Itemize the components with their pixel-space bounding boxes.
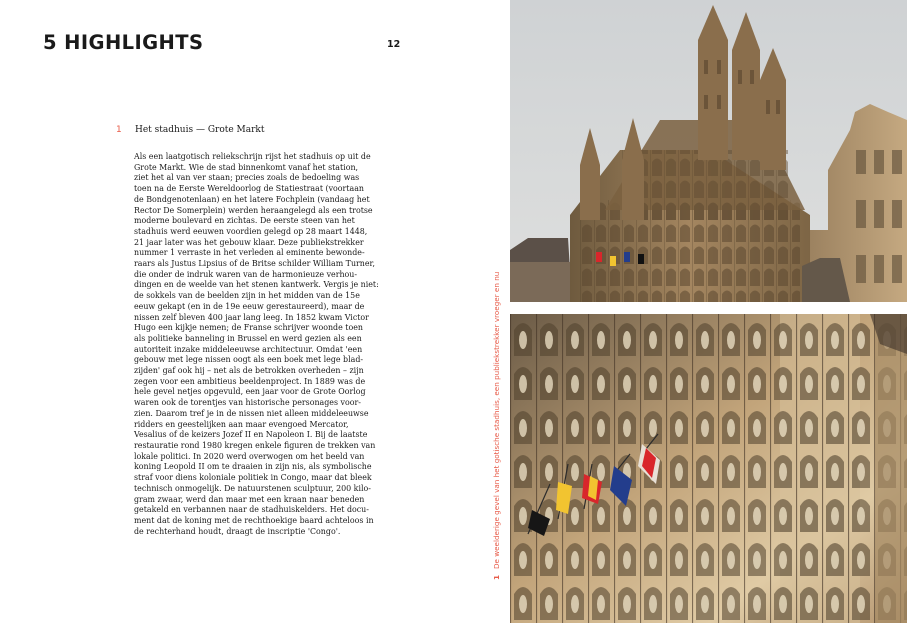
- body-line: zien. Daarom tref je in de nissen niet alleen middeleeuwse: [134, 408, 369, 418]
- body-line: ment dat de koning met de rechthoekige baard achteloos in: [134, 515, 374, 525]
- body-line: dingen en de weelde van het stenen kantwerk. Vergis je niet:: [134, 280, 379, 290]
- body-line: autoriteit inzake middeleeuwse architectuur. Omdat 'een: [134, 344, 363, 354]
- body-line: Hugo een kijkje nemen; de Franse schrijver woonde toen: [134, 323, 363, 333]
- body-line: ridders en geestelijken aan maar evengoed Mercator,: [134, 419, 349, 429]
- body-line: die onder de indruk waren van de harmonieuze verhou-: [134, 269, 358, 279]
- body-line: zegen voor een ambitieus beeldenproject. In 1889 was de: [134, 376, 366, 386]
- body-line: 21 jaar later was het gebouw klaar. Deze publiekstrekker: [134, 237, 364, 247]
- body-line: nummer 1 verraste in het verleden al eminente bewonde-: [134, 248, 365, 258]
- body-line: nissen zelf bleven 400 jaar lang leeg. In 1852 kwam Victor: [134, 312, 369, 322]
- body-line: Vesalius of de keizers Jozef II en Napoleon I. Bij de laatste: [134, 430, 368, 440]
- body-line: lokale politici. In 2020 werd overwogen om het beeld van: [134, 451, 365, 461]
- highlight-title: Het stadhuis — Grote Markt: [135, 125, 265, 135]
- body-line: de Bondgenotenlaan) en het latere Fochplein (vandaag het: [134, 194, 370, 204]
- body-line: raars als Justus Lipsius of de Britse schilder William Turner,: [134, 259, 375, 269]
- body-line: gebouw met lege nissen oogt als een boek met lege blad-: [134, 355, 364, 365]
- body-line: waren ook de torentjes van historische personages voor-: [134, 398, 361, 408]
- body-line: technisch onmogelijk. De natuurstenen sculptuur, 200 kilo-: [134, 483, 371, 493]
- body-line: koning Leopold II om te draaien in zijn nis, als symbolische: [134, 462, 372, 472]
- body-line: Grote Markt. Wie de stad binnenkomt vanaf het station,: [134, 162, 359, 172]
- body-line: toen na de Eerste Wereldoorlog de Statiestraat (voortaan: [134, 184, 364, 194]
- town-hall-photo: [510, 0, 907, 302]
- body-line: getakeld en verbannen naar de stadhuiskelders. Het docu-: [134, 505, 369, 515]
- body-line: stadhuis werd eeuwen voordien gelegd op 28 maart 1448,: [134, 226, 368, 236]
- body-line: zijden' gaf ook hij – net als de betrokken overheden – zijn: [134, 366, 364, 376]
- body-line: Als een laatgotisch reliekschrijn rijst het stadhuis op uit de: [134, 152, 371, 161]
- body-line: Rector De Somerplein) werden heraangelegd als een trotse: [134, 205, 373, 215]
- body-line: gram zwaar, werd dan maar met een kraan naar beneden: [134, 494, 365, 504]
- body-line: de rechterhand houdt, draagt de inscriptie 'Congo'.: [134, 526, 341, 536]
- chapter-title: 5 HIGHLIGHTS: [43, 31, 204, 54]
- body-line: hele gevel netjes opgevuld, een jaar voor de Grote Oorlog: [134, 387, 366, 397]
- body-text: [134, 152, 400, 537]
- body-line: ziet het al van ver staan; precies zoals de bedoeling was: [134, 173, 360, 183]
- body-line: eeuw gekapt (en in de 19e eeuw gerestaureerd), maar de: [134, 301, 365, 311]
- body-line: straf voor diens koloniale politiek in Congo, maar dat bleek: [134, 473, 372, 483]
- facade-detail-photo: [510, 314, 907, 623]
- caption-number: 1: [492, 574, 501, 580]
- body-line: als politieke banneling in Brussel en werd gezien als een: [134, 333, 362, 343]
- body-line: restauratie rond 1980 kregen enkele figuren de trekken van: [134, 440, 376, 450]
- page-number: 12: [387, 39, 401, 50]
- caption-text: De weelderige gevel van het gotische stadhuis, een publiekstrekker vroeger en nu: [492, 271, 501, 569]
- highlight-number: 1: [116, 125, 122, 135]
- body-line: de sokkels van de beelden zijn in het midden van de 15e: [134, 291, 360, 301]
- photo-caption: [491, 240, 505, 580]
- body-line: moderne boulevard en zichtas. De eerste steen van het: [134, 216, 355, 226]
